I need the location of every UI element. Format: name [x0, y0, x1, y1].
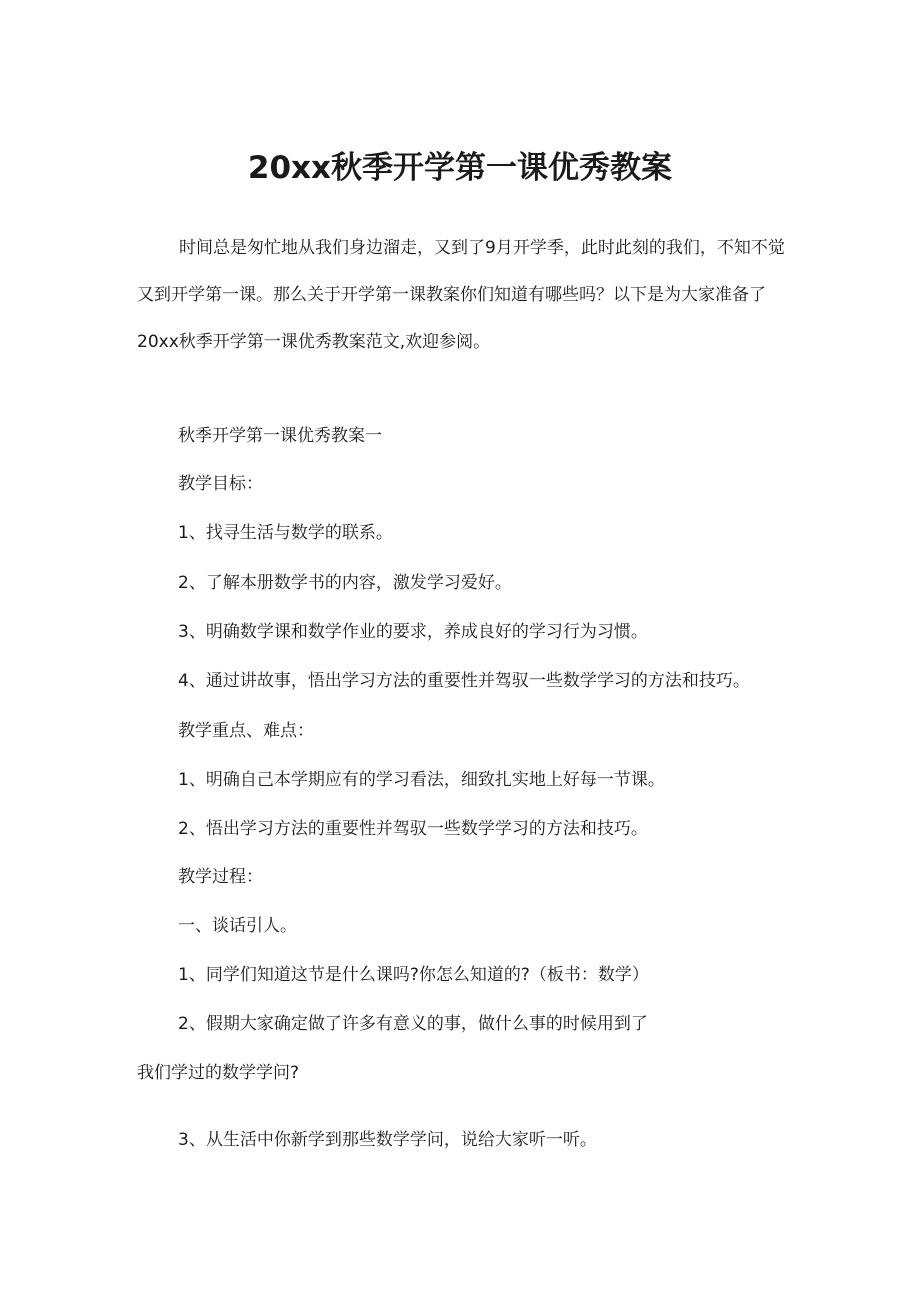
intro-paragraph: 时间总是匆忙地从我们身边溜走，又到了9月开学季，此时此刻的我们，不知不觉又到开学第一课。那么关于开学第一课教案你们知道有哪些吗？以下是为大家准备了20xx秋季开学第一课优秀教案范文,欢迎参阅。 [137, 238, 785, 352]
list-item: 4、通过讲故事，悟出学习方法的重要性并驾驭一些数学学习的方法和技巧。 [178, 671, 750, 691]
list-item-continuation: 我们学过的数学学问? [137, 1063, 300, 1083]
list-item: 2、假期大家确定做了许多有意义的事，做什么事的时候用到了 [178, 1014, 648, 1034]
document-title: 20xx秋季开学第一课优秀教案 [247, 150, 673, 186]
list-item: 1、明确自己本学期应有的学习看法，细致扎实地上好每一节课。 [178, 770, 665, 790]
objectives-heading: 教学目标： [178, 474, 263, 494]
section-heading: 秋季开学第一课优秀教案一 [178, 426, 382, 446]
list-item: 3、明确数学课和数学作业的要求，养成良好的学习行为习惯。 [178, 622, 648, 642]
list-item: 一、谈话引人。 [178, 916, 297, 936]
list-item: 3、从生活中你新学到那些数学学问，说给大家听一听。 [178, 1130, 597, 1150]
list-item: 1、找寻生活与数学的联系。 [178, 523, 393, 543]
list-item: 2、了解本册数学书的内容，激发学习爱好。 [178, 573, 512, 593]
list-item: 1、同学们知道这节是什么课吗?你怎么知道的?（板书：数学） [178, 965, 649, 985]
list-item: 2、悟出学习方法的重要性并驾驭一些数学学习的方法和技巧。 [178, 819, 648, 839]
key-points-heading: 教学重点、难点： [178, 721, 314, 741]
process-heading: 教学过程： [178, 867, 263, 887]
